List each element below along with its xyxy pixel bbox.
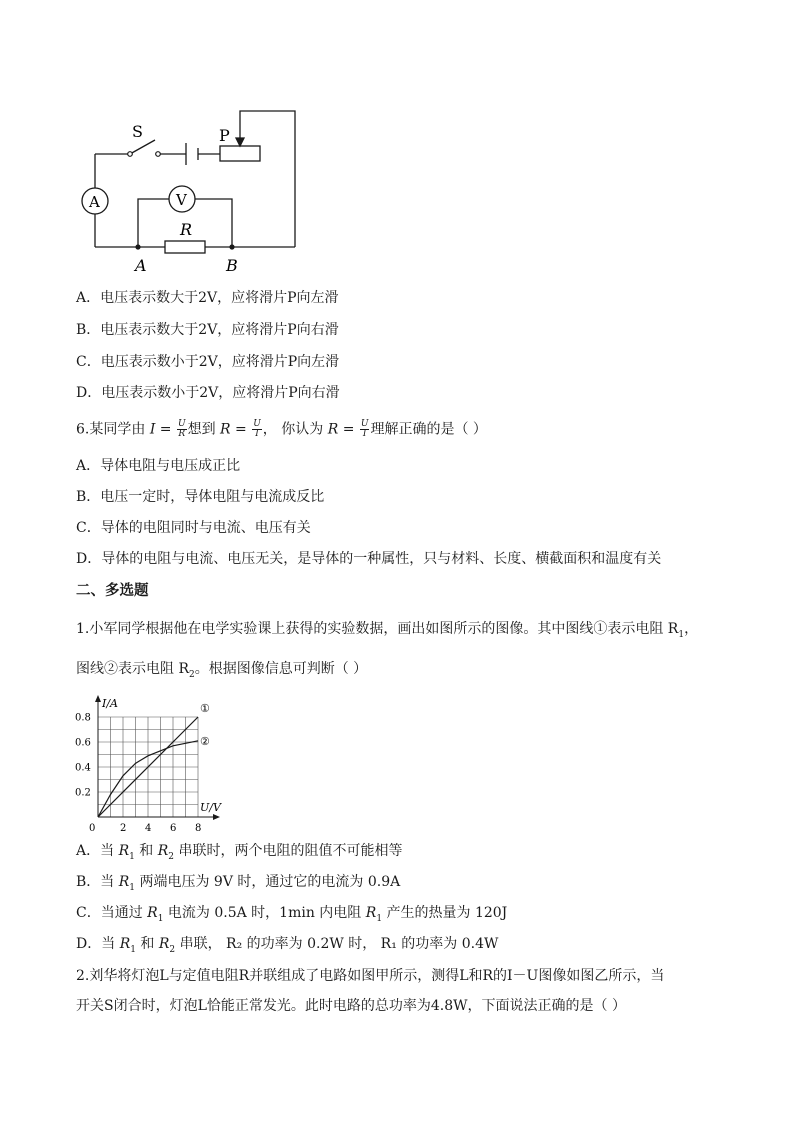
mq1-a-r2: R [157,843,169,859]
mq1-a-r1: R [118,843,130,859]
mq1-b-part1: B．当 [76,874,119,890]
q6-option-a: A．导体电阻与电压成正比 [76,458,241,474]
mq1-c-r1: R [147,905,158,921]
mq1-d-r2-sub: 2 [169,944,176,955]
mq1-line2-b: 。根据图像信息可判断（ ） [194,661,368,677]
x-axis-label: U/V [200,801,221,814]
mq1-a-r2-sub: 2 [168,851,175,862]
q6-formula3-den: I [362,429,367,439]
node-a-label: A [135,256,147,275]
iu-chart [72,690,222,835]
mq1-d-r2: R [158,936,170,952]
q6-formula1-den: R [178,429,186,439]
mq1-c-part2: 电流为 0.5A 时，1min 内电阻 [163,905,366,921]
mq1-b-r1-sub: 1 [129,882,136,893]
q6-formula2-fraction [252,420,262,439]
node-b-label: B [226,256,238,275]
mq2-stem-line2: 开关S闭合时，灯泡L恰能正常发光。此时电路的总功率为4.8W，下面说法正确的是（ ） [76,998,626,1014]
mq1-line1-sub: 1 [678,629,685,640]
q6-formula2-den: I [255,429,259,439]
mq2-stem-line1: 2.刘华将灯泡L与定值电阻R并联组成了电路如图甲所示，测得L和R的I－U图像如图乙所示，当 [76,968,665,984]
y-tick-label: 0.6 [75,737,91,749]
node-b-dot [229,244,234,249]
q6-formula1-fraction [177,420,187,439]
q6-formula3-num: U [360,419,369,429]
mq1-b-r1: R [118,874,130,890]
mq1-line2-a: 图线②表示电阻 R [76,661,189,677]
ammeter-label: A [89,193,100,211]
resistor-label: R [180,220,193,239]
circuit-diagram [70,100,310,280]
slider-label: P [219,126,230,145]
q6-prefix: 6.某同学由 [76,421,150,438]
q6-formula2-lhs: R = [220,421,252,438]
mq1-d-r1-sub: 1 [130,944,136,955]
q5-option-b: B．电压表示数大于2V，应将滑片P向右滑 [76,322,339,338]
series-label-2: ② [200,734,210,748]
x-tick-label: 4 [145,823,152,834]
mq1-line1-tail: ， [684,621,699,637]
mq1-option-d [76,935,498,959]
switch-pivot [128,152,133,157]
q6-mid: 想到 [187,421,221,438]
series-label-1: ① [200,702,210,715]
section-heading: 二、多选题 [76,582,149,599]
mq1-d-r1: R [119,936,131,952]
node-a-dot [135,244,140,249]
mq1-a-part3: 串联时，两个电阻的阻值不可能相等 [174,843,403,859]
switch-contact [156,152,161,157]
x-axis-arrow [213,814,220,820]
q6-option-b: B．电压一定时，导体电阻与电流成反比 [76,489,325,505]
q6-option-d: D．导体的电阻与电流、电压无关，是导体的一种属性，只与材料、长度、横截面积和温度有关 [76,551,662,567]
q6-formula3-fraction [360,420,370,439]
slider-arrowhead [236,138,244,146]
q6-formula1-num: U [177,419,186,429]
switch-blade [130,140,155,154]
q6-option-c: C．导体的电阻同时与电流、电压有关 [76,520,311,536]
mq1-stem-line1 [76,620,698,644]
mq1-d-part3: 串联， R₂ 的功率为 0.2W 时， R₁ 的功率为 0.4W [175,936,499,952]
mq1-b-part2: 两端电压为 9V 时，通过它的电流为 0.9A [135,874,401,890]
voltmeter-wire-left [138,199,169,247]
mq1-option-c [76,904,507,928]
mq1-d-part1: D．当 [76,936,120,952]
x-tick-label: 8 [195,823,202,834]
mq1-d-part2: 和 [135,936,159,952]
rheostat-body [220,146,260,161]
q5-option-a: A．电压表示数大于2V，应将滑片P向左滑 [76,290,339,306]
q5-option-d: D．电压表示数小于2V，应将滑片P向右滑 [76,385,340,401]
voltmeter-label: V [176,191,187,209]
q6-mid2: ， 你认为 [262,421,328,438]
mq1-c-r1b: R [365,905,377,921]
x-tick-label: 6 [170,823,177,834]
mq1-a-r1-sub: 1 [129,851,135,862]
mq1-option-a [76,842,402,866]
y-axis-label: I/A [102,697,118,710]
mq1-c-part3: 产生的热量为 120J [382,905,508,921]
q5-option-c: C．电压表示数小于2V，应将滑片P向左滑 [76,354,340,370]
q6-suffix: 理解正确的是（ ） [370,421,487,438]
slider-wire [240,111,295,247]
mq1-stem-line2 [76,660,367,684]
mq1-c-part1: C．当通过 [76,905,148,921]
switch-label: S [132,122,143,141]
y-tick-label: 0.8 [75,712,91,724]
y-tick-label: 0.4 [75,762,91,774]
y-tick-label: 0.2 [75,787,91,799]
mq1-a-part2: 和 [134,843,158,859]
q6-stem [76,420,487,439]
mq1-c-r1b-sub: 1 [376,913,383,924]
mq1-a-part1: A．当 [76,843,119,859]
mq1-option-b [76,873,400,897]
mq1-c-r1-sub: 1 [157,913,164,924]
q6-formula1-lhs: I = [149,421,176,438]
mq1-line1-text: 1.小军同学根据他在电学实验课上获得的实验数据，画出如图所示的图像。其中图线①表示电阻 R [76,621,679,637]
x-tick-label: 0 [89,823,96,834]
y-axis-arrow [95,695,101,702]
x-tick-label: 2 [120,823,127,834]
voltmeter-wire-right [195,199,232,247]
q6-formula3-lhs: R = [327,421,359,438]
mq1-line2-sub: 2 [189,669,195,680]
resistor-r [165,241,205,253]
q6-formula2-num: U [253,419,261,429]
